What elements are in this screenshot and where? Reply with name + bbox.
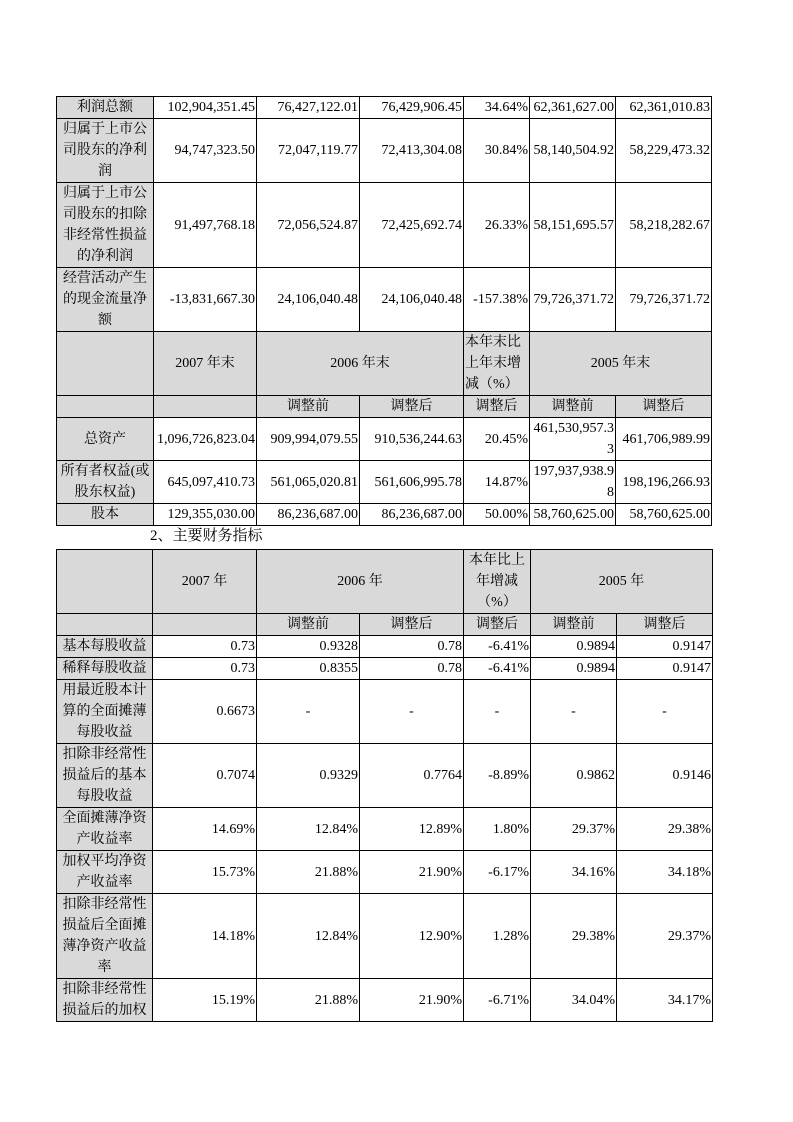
value-cell: 12.89% [360,808,464,851]
table-row [57,418,712,461]
value-cell: 21.88% [257,979,360,1022]
value-cell: 72,425,692.74 [360,183,464,268]
row-label: 利润总额 [57,97,154,119]
row-label: 扣除非经常性损益后的基本每股收益 [57,744,153,808]
value-cell: 26.33% [464,183,530,268]
value-cell: -6.41% [464,658,531,680]
subheader-cell: 调整前 [531,614,617,636]
header-2006: 2006 年 [257,550,464,614]
table-row [57,658,713,680]
financial-indicators-table [56,549,713,1022]
value-cell: 14.87% [464,461,530,504]
row-label: 扣除非经常性损益后全面摊薄净资产收益率 [57,894,153,979]
value-cell: 461,706,989.99 [616,418,712,461]
table-row [57,461,712,504]
header-blank [57,332,154,396]
value-cell: -13,831,667.30 [154,268,257,332]
subheader-cell: 调整后 [617,614,713,636]
value-cell: 14.18% [153,894,257,979]
value-cell: - [257,680,360,744]
value-cell: 62,361,627.00 [530,97,616,119]
table-row [57,97,712,119]
section-title: 2、主要财务指标 [150,528,263,544]
value-cell: 24,106,040.48 [360,268,464,332]
value-cell: 12.84% [257,808,360,851]
value-cell: 15.19% [153,979,257,1022]
value-cell: 0.9894 [531,636,617,658]
row-label: 扣除非经常性损益后的加权 [57,979,153,1022]
row-label: 全面摊薄净资产收益率 [57,808,153,851]
value-cell: 1,096,726,823.04 [154,418,257,461]
value-cell: 79,726,371.72 [530,268,616,332]
row-label: 总资产 [57,418,154,461]
value-cell: 0.9147 [617,636,713,658]
value-cell: 198,196,266.93 [616,461,712,504]
value-cell: 50.00% [464,504,530,526]
row-label: 经营活动产生的现金流量净额 [57,268,154,332]
value-cell: 72,047,119.77 [257,119,360,183]
value-cell: 91,497,768.18 [154,183,257,268]
table-row [57,636,713,658]
value-cell: 72,056,524.87 [257,183,360,268]
value-cell: 79,726,371.72 [616,268,712,332]
value-cell: 12.90% [360,894,464,979]
value-cell: - [464,680,531,744]
value-cell: 0.7764 [360,744,464,808]
value-cell: -8.89% [464,744,531,808]
header-2005: 2005 年末 [530,332,712,396]
table-row [57,504,712,526]
value-cell: 29.38% [617,808,713,851]
header-2006: 2006 年末 [257,332,464,396]
value-cell: 76,429,906.45 [360,97,464,119]
value-cell: 29.38% [531,894,617,979]
row-label: 归属于上市公司股东的净利润 [57,119,154,183]
row-label: 基本每股收益 [57,636,153,658]
value-cell: 86,236,687.00 [257,504,360,526]
header-2007: 2007 年末 [154,332,257,396]
value-cell: 34.18% [617,851,713,894]
value-cell: 102,904,351.45 [154,97,257,119]
value-cell: 0.9894 [531,658,617,680]
value-cell: 34.64% [464,97,530,119]
table-row [57,183,712,268]
table-row [57,744,713,808]
value-cell: 1.80% [464,808,531,851]
value-cell: 72,413,304.08 [360,119,464,183]
row-label: 稀释每股收益 [57,658,153,680]
value-cell: 58,760,625.00 [616,504,712,526]
value-cell: 34.16% [531,851,617,894]
subheader-cell: 调整后 [360,396,464,418]
value-cell: 62,361,010.83 [616,97,712,119]
table-row [57,119,712,183]
value-cell: 15.73% [153,851,257,894]
subheader-cell: 调整前 [530,396,616,418]
value-cell: 0.6673 [153,680,257,744]
value-cell: 0.9147 [617,658,713,680]
subheader-blank [57,614,153,636]
value-cell: 0.7074 [153,744,257,808]
value-cell: 34.17% [617,979,713,1022]
header-2005: 2005 年 [531,550,713,614]
value-cell: 94,747,323.50 [154,119,257,183]
subheader-blank [153,614,257,636]
value-cell: -6.71% [464,979,531,1022]
value-cell: 0.9329 [257,744,360,808]
value-cell: 197,937,938.98 [530,461,616,504]
value-cell: 30.84% [464,119,530,183]
table-header-row [57,550,713,614]
value-cell: - [617,680,713,744]
table-row [57,268,712,332]
table-subheader-row [57,614,713,636]
value-cell: - [360,680,464,744]
value-cell: 0.9862 [531,744,617,808]
subheader-cell: 调整前 [257,396,360,418]
value-cell: 21.88% [257,851,360,894]
value-cell: 0.73 [153,636,257,658]
value-cell: 34.04% [531,979,617,1022]
value-cell: 20.45% [464,418,530,461]
header-2007: 2007 年 [153,550,257,614]
value-cell: 14.69% [153,808,257,851]
subheader-blank [154,396,257,418]
header-change: 本年比上年增减（%） [464,550,531,614]
subheader-cell: 调整后 [464,396,530,418]
subheader-cell: 调整前 [257,614,360,636]
header-change: 本年末比上年末增减（%） [464,332,530,396]
value-cell: 21.90% [360,979,464,1022]
value-cell: -6.17% [464,851,531,894]
value-cell: 461,530,957.33 [530,418,616,461]
table-row [57,680,713,744]
row-label: 股本 [57,504,154,526]
table-row [57,979,713,1022]
row-label: 归属于上市公司股东的扣除非经常性损益的净利润 [57,183,154,268]
table-row [57,894,713,979]
value-cell: 910,536,244.63 [360,418,464,461]
table-row [57,851,713,894]
value-cell: 909,994,079.55 [257,418,360,461]
table-row [57,808,713,851]
value-cell: 0.78 [360,636,464,658]
subheader-cell: 调整后 [616,396,712,418]
table-header-row [57,332,712,396]
row-label: 用最近股本计算的全面摊薄每股收益 [57,680,153,744]
value-cell: -157.38% [464,268,530,332]
value-cell: 0.9328 [257,636,360,658]
value-cell: 21.90% [360,851,464,894]
value-cell: 58,151,695.57 [530,183,616,268]
subheader-blank [57,396,154,418]
table-subheader-row [57,396,712,418]
value-cell: 58,760,625.00 [530,504,616,526]
value-cell: 86,236,687.00 [360,504,464,526]
value-cell: 645,097,410.73 [154,461,257,504]
financial-data-table [56,96,712,526]
row-label: 加权平均净资产收益率 [57,851,153,894]
value-cell: 58,229,473.32 [616,119,712,183]
value-cell: 0.78 [360,658,464,680]
value-cell: 1.28% [464,894,531,979]
value-cell: 0.8355 [257,658,360,680]
subheader-cell: 调整后 [464,614,531,636]
value-cell: -6.41% [464,636,531,658]
value-cell: 29.37% [531,808,617,851]
value-cell: 24,106,040.48 [257,268,360,332]
value-cell: 561,606,995.78 [360,461,464,504]
value-cell: 129,355,030.00 [154,504,257,526]
row-label: 所有者权益(或股东权益) [57,461,154,504]
value-cell: 58,140,504.92 [530,119,616,183]
value-cell: 0.9146 [617,744,713,808]
value-cell: 12.84% [257,894,360,979]
value-cell: 29.37% [617,894,713,979]
subheader-cell: 调整后 [360,614,464,636]
value-cell: 561,065,020.81 [257,461,360,504]
header-blank [57,550,153,614]
value-cell: 0.73 [153,658,257,680]
value-cell: 58,218,282.67 [616,183,712,268]
value-cell: 76,427,122.01 [257,97,360,119]
value-cell: - [531,680,617,744]
